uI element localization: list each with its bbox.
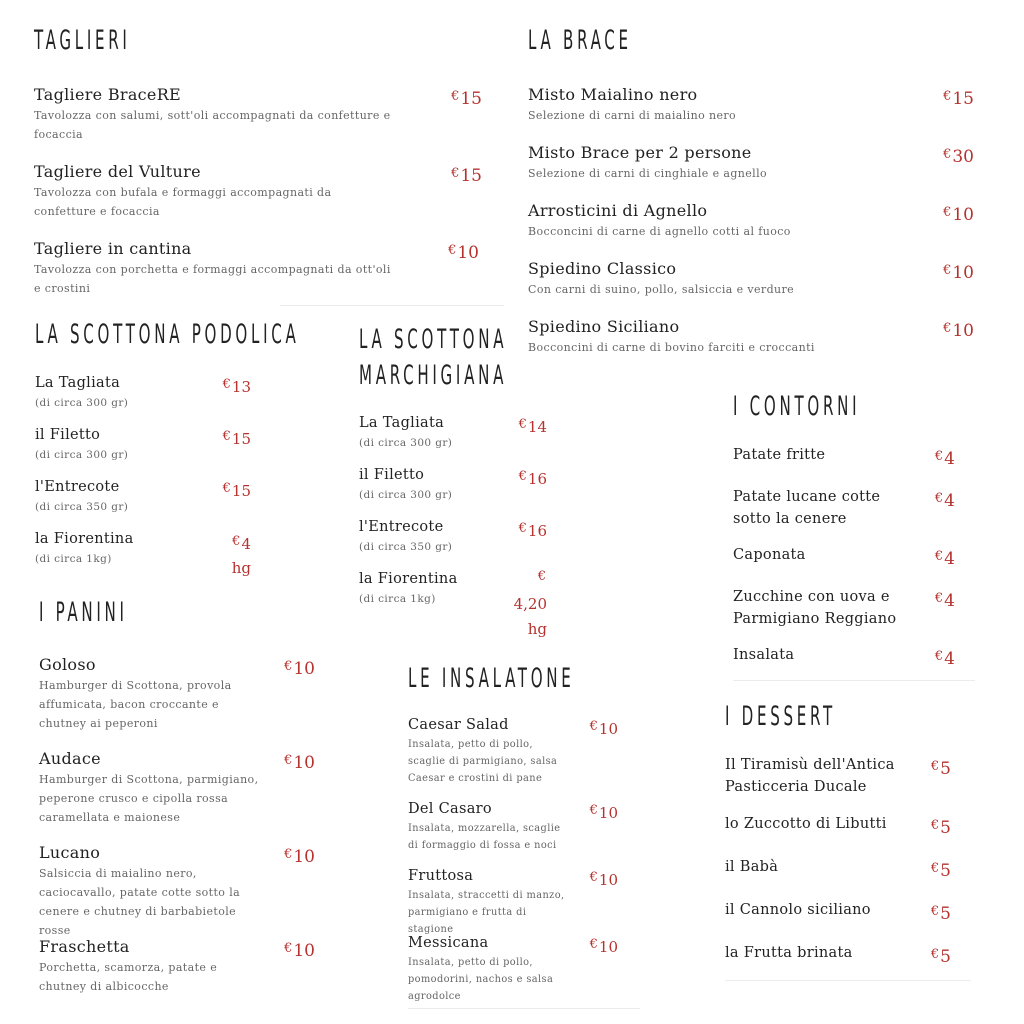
section-title-la-brace: LA BRACE — [528, 25, 632, 56]
menu-item — [725, 899, 951, 942]
item-name: Lucano — [39, 843, 101, 862]
item-name: il Filetto — [35, 427, 101, 443]
item-price — [284, 656, 315, 680]
item-name: la Frutta brinata — [725, 945, 853, 961]
item-price — [931, 858, 951, 882]
divider — [408, 1008, 640, 1009]
item-name: l'Entrecote — [35, 479, 120, 495]
item-price — [935, 546, 955, 570]
item-name: La Tagliata — [359, 415, 445, 431]
price-value: 4,20 — [513, 595, 547, 613]
price-value: 15 — [231, 430, 251, 448]
item-description: (di circa 1kg) — [359, 593, 436, 605]
price-value: 5 — [940, 818, 951, 838]
menu-item — [39, 654, 315, 748]
price-value: 4 — [944, 591, 955, 611]
section-panini — [39, 596, 315, 996]
item-name: Misto Brace per 2 persone — [528, 143, 752, 162]
item-price — [943, 202, 974, 226]
euro-symbol: € — [284, 753, 293, 768]
section-taglieri — [34, 24, 482, 298]
euro-symbol: € — [589, 719, 598, 734]
euro-symbol: € — [589, 803, 598, 818]
menu-item — [34, 84, 482, 161]
price-value: 10 — [293, 753, 315, 773]
item-description: (di circa 350 gr) — [35, 501, 129, 513]
item-price — [223, 426, 251, 450]
price-value: 14 — [527, 418, 547, 436]
item-name: Caponata — [733, 547, 806, 563]
item-price — [519, 466, 547, 490]
price-value: 10 — [598, 938, 618, 956]
item-name: la Fiorentina — [35, 531, 134, 547]
euro-symbol: € — [232, 534, 241, 549]
euro-symbol: € — [451, 166, 460, 181]
price-value: 5 — [940, 904, 951, 924]
price-unit: hg — [231, 559, 251, 577]
price-value: 15 — [952, 89, 974, 109]
item-description: Selezione di carni di maialino nero — [528, 109, 737, 122]
divider — [280, 305, 504, 306]
item-description: Tavolozza con bufala e formaggi accompagnati da confetture e focaccia — [34, 186, 332, 218]
euro-symbol: € — [930, 904, 940, 919]
item-name: Zucchine con uova e Parmigiano Reggiano — [733, 589, 897, 627]
item-name: Misto Maialino nero — [528, 85, 698, 104]
item-price — [223, 374, 251, 398]
euro-symbol: € — [284, 941, 293, 956]
item-price — [931, 815, 951, 839]
item-name: Patate fritte — [733, 447, 826, 463]
section-insalatone — [408, 662, 618, 1004]
euro-symbol: € — [930, 818, 940, 833]
menu-item — [35, 528, 251, 580]
item-description: Hamburger di Scottona, provola affumicata, bacon croccante e chutney ai peperoni — [39, 679, 232, 730]
item-price — [451, 163, 482, 187]
item-description: Insalata, petto di pollo, scaglie di parmigiano, salsa Caesar e crostini di pane — [408, 739, 558, 784]
section-scottona-marchigiana — [359, 322, 547, 638]
euro-symbol: € — [943, 205, 952, 220]
euro-symbol: € — [943, 147, 952, 162]
euro-symbol: € — [518, 521, 527, 536]
euro-symbol: € — [930, 759, 940, 774]
price-value: 4 — [944, 649, 955, 669]
item-description: Insalata, mozzarella, scaglie di formaggio di fossa e noci — [408, 823, 561, 851]
euro-symbol: € — [934, 491, 944, 506]
item-description: Tavolozza con porchetta e formaggi accompagnati da ott'oli e crostini — [34, 263, 391, 295]
menu-item — [528, 200, 974, 258]
menu-item — [733, 586, 955, 644]
section-title-dessert: I DESSERT — [725, 701, 836, 732]
price-value: 4 — [241, 535, 251, 553]
euro-symbol: € — [518, 417, 527, 432]
item-name: lo Zuccotto di Libutti — [725, 816, 887, 832]
item-description: (di circa 350 gr) — [359, 541, 453, 553]
item-description: Hamburger di Scottona, parmigiano, peperone crusco e cipolla rossa caramellata e maionese — [39, 773, 259, 824]
item-name: Patate lucane cotte sotto la cenere — [733, 489, 881, 527]
title-line: MARCHIGIANA — [359, 360, 508, 391]
price-value: 10 — [598, 871, 618, 889]
euro-symbol: € — [934, 549, 944, 564]
menu-item — [35, 476, 251, 528]
item-name: La Tagliata — [35, 375, 121, 391]
title-line: LA SCOTTONA — [359, 324, 508, 355]
menu-item — [725, 942, 951, 972]
item-description: Tavolozza con salumi, sott'oli accompagnati da confetture e focaccia — [34, 109, 391, 141]
menu-item — [528, 84, 974, 142]
item-price — [284, 844, 315, 868]
item-price — [590, 867, 618, 891]
item-price — [221, 530, 251, 580]
price-value: 30 — [952, 147, 974, 167]
price-unit: hg — [527, 620, 547, 638]
price-value: 15 — [460, 89, 482, 109]
section-contorni — [733, 390, 955, 670]
price-value: 16 — [527, 470, 547, 488]
price-value: 10 — [293, 941, 315, 961]
item-name: Tagliere in cantina — [34, 239, 192, 258]
section-title-contorni: I CONTORNI — [733, 391, 861, 422]
price-value: 10 — [952, 263, 974, 283]
price-value: 10 — [293, 659, 315, 679]
menu-item — [725, 754, 951, 813]
menu-item — [39, 936, 315, 996]
euro-symbol: € — [930, 861, 940, 876]
euro-symbol: € — [934, 591, 944, 606]
item-description: (di circa 300 gr) — [35, 449, 129, 461]
item-name: il Babà — [725, 859, 779, 875]
item-price — [284, 938, 315, 962]
menu-item — [39, 842, 315, 936]
item-price — [931, 944, 951, 968]
euro-symbol: € — [943, 89, 952, 104]
item-price — [590, 800, 618, 824]
item-name: Caesar Salad — [408, 717, 509, 733]
item-price — [943, 144, 974, 168]
section-title-panini: I PANINI — [39, 597, 128, 628]
item-price — [943, 86, 974, 110]
menu-item — [408, 798, 618, 865]
item-name: Arrosticini di Agnello — [528, 201, 708, 220]
euro-symbol: € — [451, 89, 460, 104]
euro-symbol: € — [222, 429, 231, 444]
menu-item — [528, 316, 974, 374]
menu-item — [35, 424, 251, 476]
item-name: Goloso — [39, 655, 96, 674]
price-value: 5 — [940, 759, 951, 779]
item-price — [223, 478, 251, 502]
price-value: 4 — [944, 449, 955, 469]
euro-symbol: € — [930, 947, 940, 962]
section-dessert — [725, 700, 951, 972]
price-value: 10 — [457, 243, 479, 263]
section-la-brace — [528, 24, 974, 374]
section-title-scottona-podolica: LA SCOTTONA PODOLICA — [35, 319, 300, 350]
item-description: (di circa 1kg) — [35, 553, 112, 565]
menu-item — [35, 372, 251, 424]
menu-item — [733, 644, 955, 670]
euro-symbol: € — [537, 569, 546, 584]
menu-item — [725, 813, 951, 856]
item-description: (di circa 300 gr) — [359, 437, 453, 449]
menu-item — [528, 142, 974, 200]
item-name: la Fiorentina — [359, 571, 458, 587]
euro-symbol: € — [222, 377, 231, 392]
menu-item — [408, 932, 618, 1004]
menu-item — [733, 444, 955, 486]
euro-symbol: € — [943, 263, 952, 278]
item-price — [448, 240, 479, 264]
item-name: Fruttosa — [408, 868, 474, 884]
item-name: Spiedino Siciliano — [528, 317, 680, 336]
menu-item — [408, 714, 618, 798]
menu-item — [733, 544, 955, 586]
item-price — [943, 260, 974, 284]
item-price — [590, 716, 618, 740]
euro-symbol: € — [518, 469, 527, 484]
menu-item — [359, 516, 547, 568]
item-name: il Filetto — [359, 467, 425, 483]
item-description: Insalata, straccetti di manzo, parmigiano e frutta di stagione — [408, 890, 565, 935]
menu-item — [733, 486, 955, 544]
price-value: 15 — [231, 482, 251, 500]
item-name: Il Tiramisù dell'Antica Pasticceria Ducale — [725, 757, 895, 795]
item-name: l'Entrecote — [359, 519, 444, 535]
item-description: Selezione di carni di cinghiale e agnello — [528, 167, 768, 180]
item-price — [935, 488, 955, 512]
item-price — [507, 564, 547, 642]
euro-symbol: € — [589, 870, 598, 885]
item-name: Insalata — [733, 647, 795, 663]
section-title-insalatone: LE INSALATONE — [408, 663, 575, 694]
item-name: Spiedino Classico — [528, 259, 677, 278]
item-price — [451, 86, 482, 110]
price-value: 5 — [940, 947, 951, 967]
item-price — [935, 646, 955, 670]
item-name: Tagliere del Vulture — [34, 162, 201, 181]
item-price — [931, 901, 951, 925]
price-value: 4 — [944, 549, 955, 569]
price-value: 13 — [231, 378, 251, 396]
item-name: Fraschetta — [39, 937, 130, 956]
item-name: Messicana — [408, 935, 489, 951]
item-price — [519, 518, 547, 542]
price-value: 10 — [598, 720, 618, 738]
euro-symbol: € — [284, 659, 293, 674]
item-name: Audace — [39, 749, 101, 768]
price-value: 10 — [293, 847, 315, 867]
price-value: 10 — [952, 205, 974, 225]
menu-item — [34, 238, 482, 298]
item-price — [519, 414, 547, 438]
euro-symbol: € — [284, 847, 293, 862]
item-description: Salsiccia di maialino nero, caciocavallo, patate cotte sotto la cenere e chutney di barbabietole rosse — [39, 867, 241, 937]
item-description: (di circa 300 gr) — [35, 397, 129, 409]
item-price — [284, 750, 315, 774]
item-description: Insalata, petto di pollo, pomodorini, nachos e salsa agrodolce — [408, 957, 554, 1002]
item-description: Bocconcini di carne di bovino farciti e croccanti — [528, 341, 815, 354]
item-description: Porchetta, scamorza, patate e chutney di albicocche — [39, 961, 218, 993]
menu-item — [39, 748, 315, 842]
item-price — [931, 756, 951, 780]
menu-item — [408, 865, 618, 935]
menu-item — [359, 464, 547, 516]
price-value: 16 — [527, 522, 547, 540]
item-name: Tagliere BraceRE — [34, 85, 182, 104]
euro-symbol: € — [222, 481, 231, 496]
item-name: il Cannolo siciliano — [725, 902, 871, 918]
menu-item — [528, 258, 974, 316]
menu-item — [34, 161, 482, 238]
price-value: 5 — [940, 861, 951, 881]
price-value: 15 — [460, 166, 482, 186]
euro-symbol: € — [448, 243, 457, 258]
price-value: 4 — [944, 491, 955, 511]
section-scottona-podolica — [35, 318, 300, 580]
item-price — [935, 588, 955, 612]
euro-symbol: € — [943, 321, 952, 336]
item-price — [943, 318, 974, 342]
price-value: 10 — [598, 804, 618, 822]
price-value: 10 — [952, 321, 974, 341]
menu-item — [725, 856, 951, 899]
euro-symbol: € — [934, 649, 944, 664]
section-title-taglieri: TAGLIERI — [34, 25, 131, 56]
item-name: Del Casaro — [408, 801, 492, 817]
item-description: (di circa 300 gr) — [359, 489, 453, 501]
section-title-scottona-marchigiana — [359, 322, 508, 394]
item-description: Con carni di suino, pollo, salsiccia e verdure — [528, 283, 795, 296]
item-price — [590, 934, 618, 958]
euro-symbol: € — [589, 937, 598, 952]
menu-item — [359, 568, 547, 638]
divider — [733, 680, 975, 681]
menu-item — [359, 412, 547, 464]
item-price — [935, 446, 955, 470]
divider — [725, 980, 971, 981]
item-description: Bocconcini di carne di agnello cotti al fuoco — [528, 225, 791, 238]
euro-symbol: € — [934, 449, 944, 464]
